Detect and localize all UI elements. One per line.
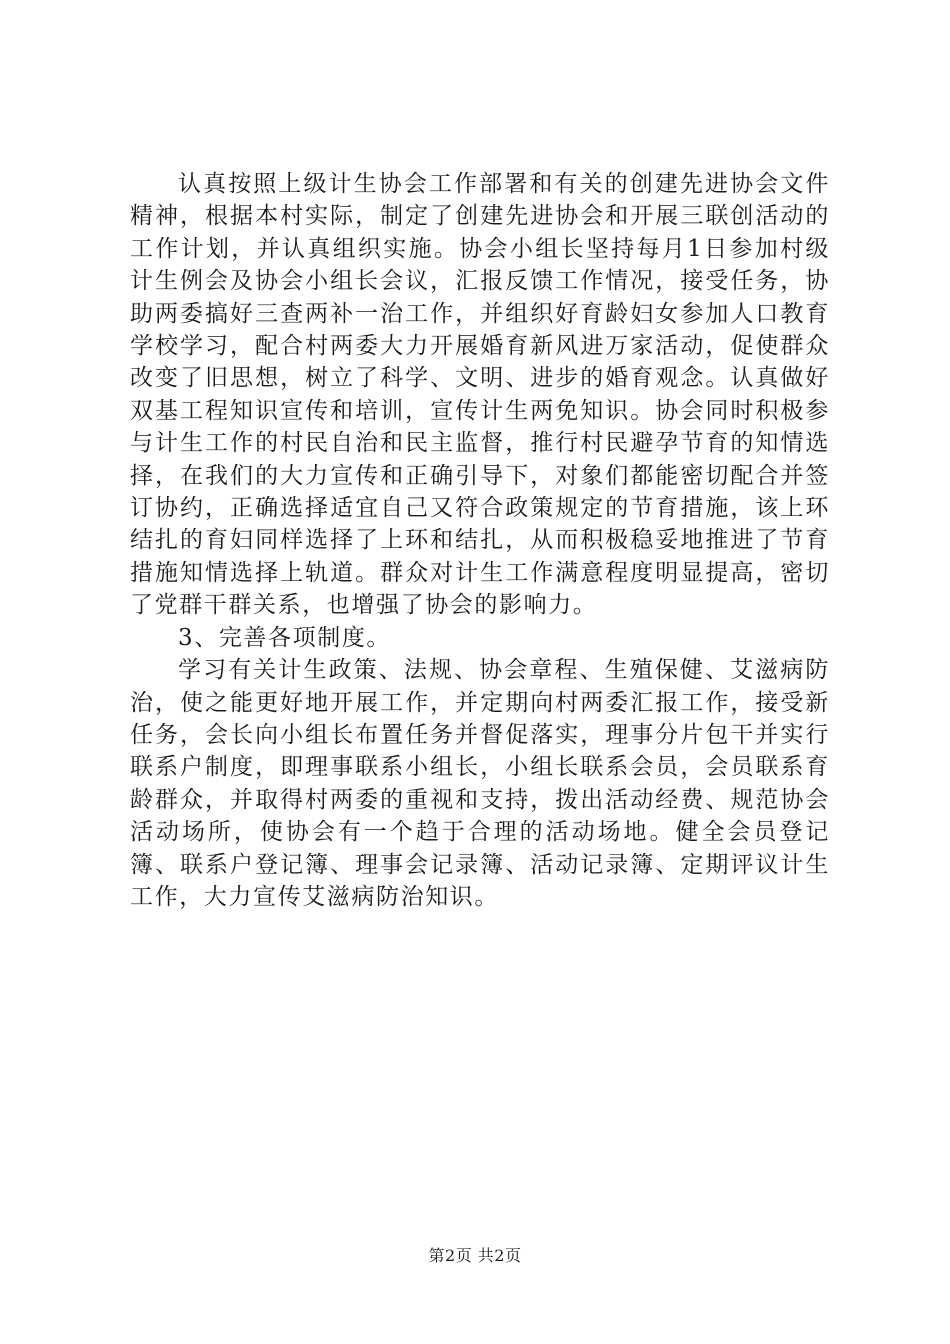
- document-body: [130, 168, 830, 913]
- body-paragraph-1: 认真按照上级计生协会工作部署和有关的创建先进协会文件精神，根据本村实际，制定了创建先进协会和开展三联创活动的工作计划，并认真组织实施。协会小组长坚持每月1日参加村级计生例会及协会小组长会议，汇报反馈工作情况，接受任务，协助两委搞好三查两补一治工作，并组织好育龄妇女参加人口教育学校学习，配合村两委大力开展婚育新风进万家活动，促使群众改变了旧思想，树立了科学、文明、进步的婚育观念。认真做好双基工程知识宣传和培训，宣传计生两免知识。协会同时积极参与计生工作的村民自治和民主监督，推行村民避孕节育的知情选择，在我们的大力宣传和正确引导下，对象们都能密切配合并签订协约，正确选择适宜自己又符合政策规定的节育措施，该上环结扎的育妇同样选择了上环和结扎，从而积极稳妥地推进了节育措施知情选择上轨道。群众对计生工作满意程度明显提高，密切了党群干群关系，也增强了协会的影响力。: [130, 171, 830, 619]
- section-heading: 3、完善各项制度。: [178, 624, 392, 651]
- page-number-footer: 第2页 共2页: [428, 1246, 522, 1265]
- body-paragraph-2: 学习有关计生政策、法规、协会章程、生殖保健、艾滋病防治，使之能更好地开展工作，并定期向村两委汇报工作，接受新任务，会长向小组长布置任务并督促落实，理事分片包干并实行联系户制度，即理事联系小组长，小组长联系会员，会员联系育龄群众，并取得村两委的重视和支持，拨出活动经费、规范协会活动场所，使协会有一个趋于合理的活动场地。健全会员登记簿、联系户登记簿、理事会记录簿、活动记录簿、定期评议计生工作，大力宣传艾滋病防治知识。: [130, 657, 830, 910]
